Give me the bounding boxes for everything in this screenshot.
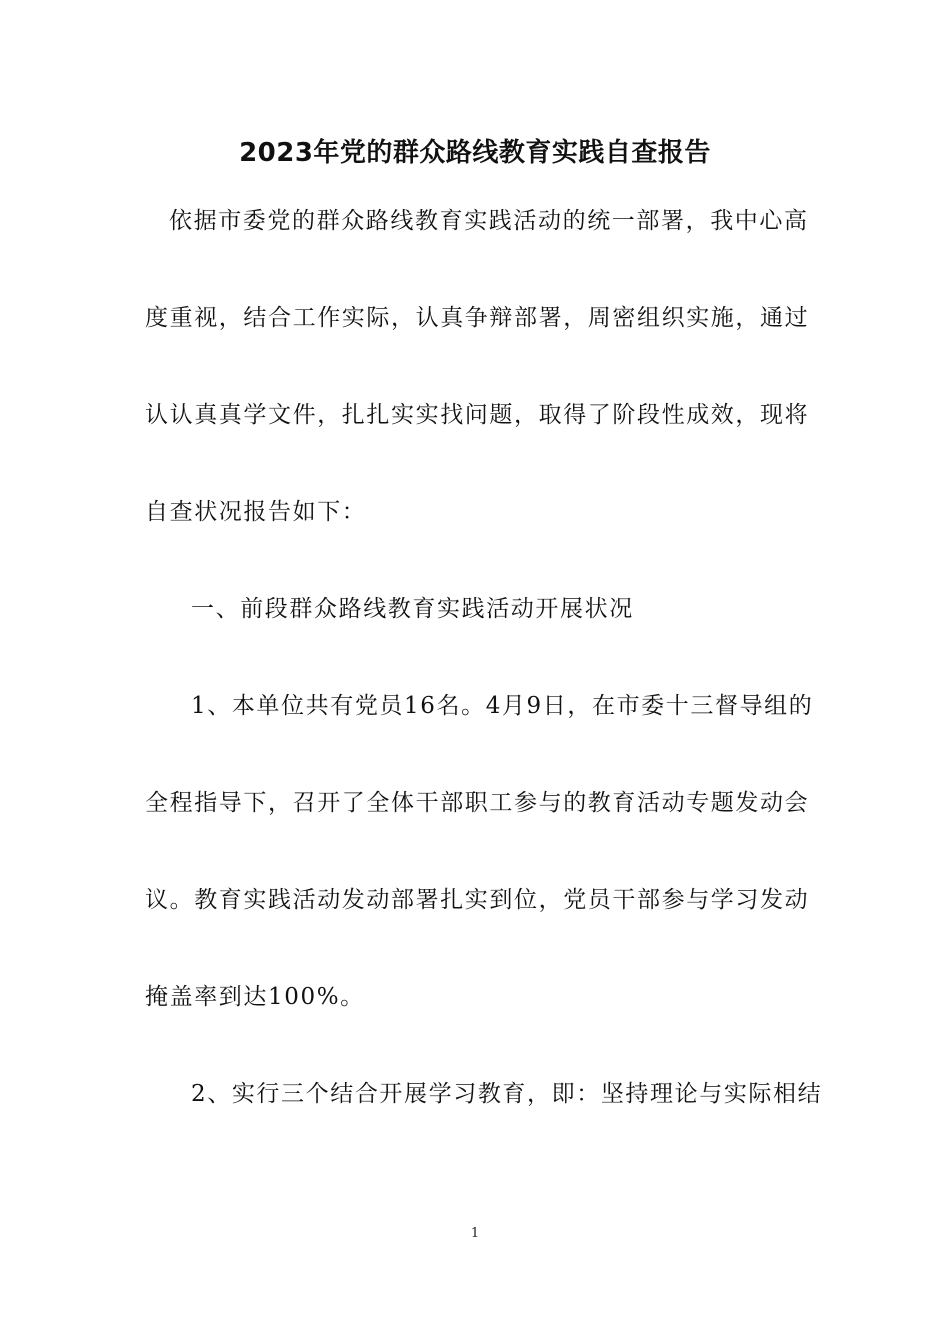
document-body [145,173,823,1143]
paragraph-line: 依据市委党的群众路线教育实践活动的统一部署，我中心高 [169,208,809,234]
paragraph-line: 掩盖率到达100%。 [145,984,365,1010]
document-title: 2023年党的群众路线教育实践自查报告 [239,138,711,168]
paragraph-line: 全程指导下，召开了全体干部职工参与的教育活动专题发动会 [145,790,810,816]
paragraph-line: 自查状况报告如下： [145,499,367,525]
paragraph-line: 度重视，结合工作实际，认真争辩部署，周密组织实施，通过 [145,305,810,331]
paragraph-line: 议。教育实践活动发动部署扎实到位，党员干部参与学习发动 [145,887,810,913]
paragraph-line: 2、实行三个结合开展学习教育，即：坚持理论与实际相结 [191,1081,823,1107]
page-number: 1 [470,1226,480,1241]
paragraph-line: 1、本单位共有党员16名。4月9日，在市委十三督导组的 [191,693,814,719]
paragraph-line: 认认真真学文件，扎扎实实找问题，取得了阶段性成效，现将 [145,402,810,428]
section-heading: 一、前段群众路线教育实践活动开展状况 [191,596,634,622]
